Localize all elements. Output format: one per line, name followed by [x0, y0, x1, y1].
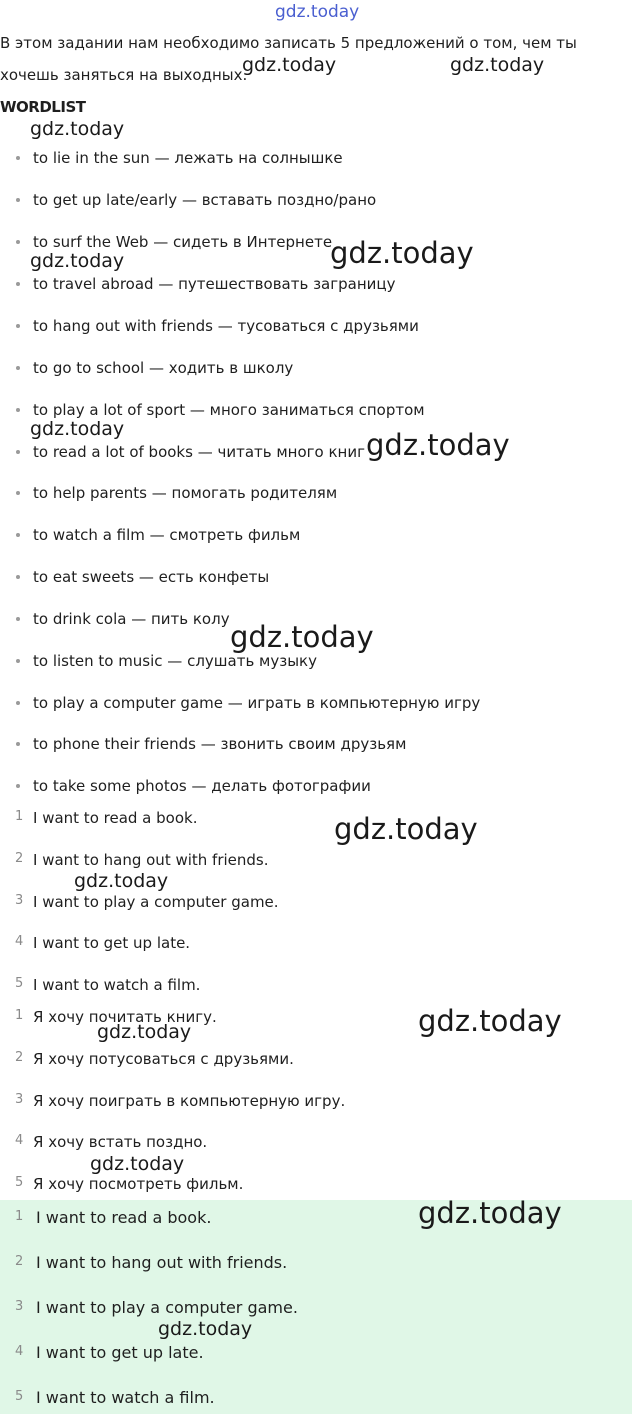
list-item: to listen to music — слушать музыку: [0, 652, 600, 672]
bullet-icon: [16, 575, 20, 579]
list-item: to play a computer game — играть в компьютерную игру: [0, 694, 600, 714]
watermark: gdz.today: [30, 118, 125, 140]
sentence-item: 2 I want to hang out with friends.: [15, 851, 269, 869]
bullet-icon: [16, 240, 20, 244]
bullet-icon: [16, 533, 20, 537]
watermark: gdz.today: [74, 870, 169, 892]
bullet-icon: [16, 742, 20, 746]
answer-item: 2 I want to hang out with friends.: [15, 1253, 288, 1272]
answer-item: 5 I want to watch a film.: [15, 1388, 215, 1407]
bullet-icon: [16, 366, 20, 370]
sentence-item: 3 I want to play a computer game.: [15, 893, 279, 911]
sentence-item: 4 Я хочу встать поздно.: [15, 1133, 208, 1151]
bullet-icon: [16, 408, 20, 412]
answer-box: [0, 1200, 632, 1414]
wordlist-heading: WORDLIST: [0, 98, 86, 116]
answer-item: 4 I want to get up late.: [15, 1343, 204, 1362]
sentence-item: 4 I want to get up late.: [15, 934, 191, 952]
bullet-icon: [16, 617, 20, 621]
list-item: to eat sweets — есть конфеты: [0, 568, 600, 588]
answer-item: 1 I want to read a book.: [15, 1208, 212, 1227]
bullet-icon: [16, 156, 20, 160]
watermark: gdz.today: [418, 1004, 562, 1038]
watermark: gdz.today: [334, 812, 478, 846]
list-item: to go to school — ходить в школу: [0, 359, 600, 379]
watermark: gdz.today: [97, 1021, 192, 1043]
list-item: to phone their friends — звонить своим друзьям: [0, 735, 600, 755]
watermark: gdz.today: [30, 418, 125, 440]
intro-line-2: хочешь заняться на выходных.: [0, 66, 248, 84]
sentence-item: 1 I want to read a book.: [15, 809, 198, 827]
list-item: to get up late/early — вставать поздно/рано: [0, 191, 600, 211]
bullet-icon: [16, 491, 20, 495]
watermark: gdz.today: [90, 1153, 185, 1175]
watermark-top: gdz.today: [275, 2, 360, 22]
sentence-item: 3 Я хочу поиграть в компьютерную игру.: [15, 1092, 346, 1110]
bullet-icon: [16, 659, 20, 663]
sentence-item: 5 Я хочу посмотреть фильм.: [15, 1175, 244, 1193]
list-item: to drink cola — пить колу: [0, 610, 600, 630]
bullet-icon: [16, 324, 20, 328]
watermark: gdz.today: [418, 1196, 562, 1230]
list-item: to surf the Web — сидеть в Интернете: [0, 233, 600, 253]
list-item: to help parents — помогать родителям: [0, 484, 600, 504]
sentence-item: 5 I want to watch a film.: [15, 976, 201, 994]
bullet-icon: [16, 282, 20, 286]
intro-line-1: В этом задании нам необходимо записать 5 предложений о том, чем ты: [0, 34, 577, 52]
bullet-icon: [16, 450, 20, 454]
answer-item: 3 I want to play a computer game.: [15, 1298, 298, 1317]
bullet-icon: [16, 784, 20, 788]
watermark: gdz.today: [330, 236, 474, 270]
watermark: gdz.today: [242, 54, 337, 76]
list-item: to lie in the sun — лежать на солнышке: [0, 149, 600, 169]
list-item: to read a lot of books — читать много книг: [0, 443, 600, 463]
list-item: to take some photos — делать фотографии: [0, 777, 600, 797]
list-item: to play a lot of sport — много заниматься спортом: [0, 401, 600, 421]
list-item: to travel abroad — путешествовать заграницу: [0, 275, 600, 295]
bullet-icon: [16, 701, 20, 705]
watermark: gdz.today: [158, 1318, 253, 1340]
watermark: gdz.today: [30, 250, 125, 272]
watermark: gdz.today: [366, 428, 510, 462]
watermark: gdz.today: [450, 54, 545, 76]
watermark: gdz.today: [230, 620, 374, 654]
sentence-item: 1 Я хочу почитать книгу.: [15, 1008, 217, 1026]
list-item: to hang out with friends — тусоваться с друзьями: [0, 317, 600, 337]
bullet-icon: [16, 198, 20, 202]
list-item: to watch a film — смотреть фильм: [0, 526, 600, 546]
sentence-item: 2 Я хочу потусоваться с друзьями.: [15, 1050, 294, 1068]
